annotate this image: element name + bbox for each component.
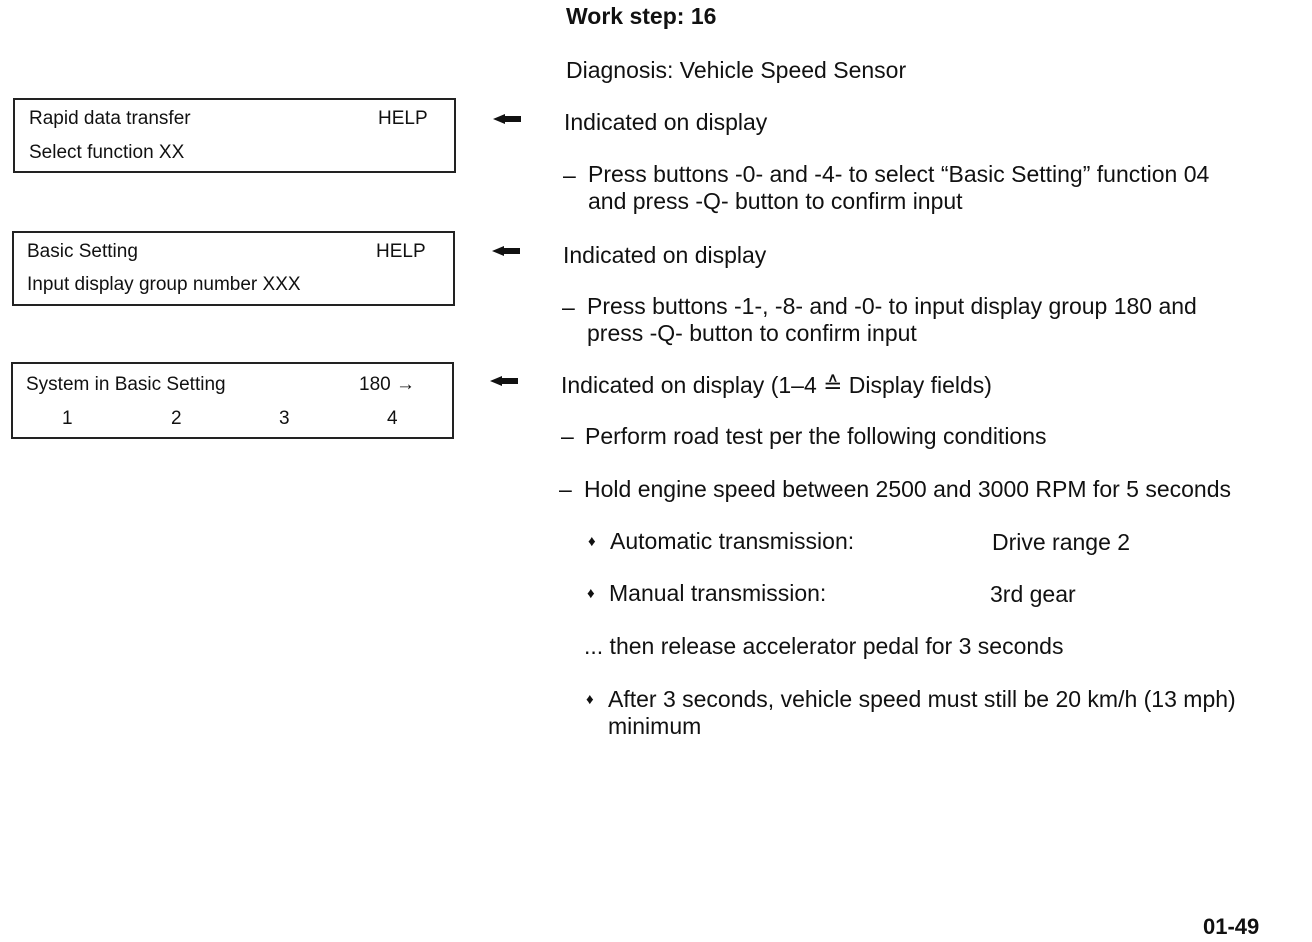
display-line-1: Rapid data transfer: [29, 108, 191, 129]
diamond-bullet-icon: ♦: [587, 585, 595, 602]
instruction-select-function: [588, 161, 1209, 215]
display-box-rapid-data-transfer: [13, 98, 456, 173]
dash-bullet: –: [563, 162, 576, 188]
display-group-number: 180 →: [359, 374, 415, 395]
condition-line: minimum: [608, 713, 702, 739]
pointing-arrow-icon: [490, 376, 518, 386]
diagnosis-title: Diagnosis: Vehicle Speed Sensor: [566, 57, 907, 83]
indicated-on-display-2: Indicated on display: [563, 242, 767, 268]
page-number: 01-49: [1203, 914, 1260, 939]
display-line-2: Select function XX: [29, 142, 185, 163]
road-test-instruction: Perform road test per the following conditions: [585, 423, 1047, 449]
dash-bullet: –: [559, 476, 572, 502]
display-box-basic-setting: [12, 231, 455, 306]
instruction-line: and press -Q- button to confirm input: [588, 188, 963, 214]
pointing-arrow-icon: [492, 246, 520, 256]
instruction-line: Press buttons -1-, -8- and -0- to input display group 180 and: [587, 293, 1197, 319]
release-pedal-instruction: ... then release accelerator pedal for 3 seconds: [584, 633, 1064, 659]
display-field-1: 1: [62, 408, 73, 429]
manual-transmission-value: 3rd gear: [990, 581, 1076, 607]
manual-transmission-label: Manual transmission:: [609, 580, 827, 606]
display-field-2: 2: [171, 408, 182, 429]
condition-line: After 3 seconds, vehicle speed must still be 20 km/h (13 mph): [608, 686, 1236, 712]
display-box-system-in-basic-setting: [11, 362, 454, 439]
diamond-bullet-icon: ♦: [586, 691, 594, 708]
display-field-3: 3: [279, 408, 290, 429]
automatic-transmission-label: Automatic transmission:: [610, 528, 855, 554]
hold-rpm-instruction: Hold engine speed between 2500 and 3000 RPM for 5 seconds: [584, 476, 1232, 502]
indicated-on-display-1: Indicated on display: [564, 109, 768, 135]
dash-bullet: –: [562, 294, 575, 320]
diamond-bullet-icon: ♦: [588, 533, 596, 550]
indicated-on-display-3: Indicated on display (1–4 ≙ Display fields): [561, 372, 992, 398]
automatic-transmission-value: Drive range 2: [992, 529, 1131, 555]
minimum-speed-condition: [608, 686, 1236, 740]
pointing-arrow-icon: [493, 114, 521, 124]
display-help-label: HELP: [376, 241, 426, 262]
display-field-4: 4: [387, 408, 398, 429]
work-step-title: Work step: 16: [566, 3, 717, 29]
display-line-2: Input display group number XXX: [27, 274, 301, 295]
display-help-label: HELP: [378, 108, 428, 129]
display-line-1: System in Basic Setting: [26, 374, 226, 395]
display-line-1: Basic Setting: [27, 241, 138, 262]
instruction-input-group: [587, 293, 1197, 347]
instruction-line: Press buttons -0- and -4- to select “Basic Setting” function 04: [588, 161, 1210, 187]
instruction-line: press -Q- button to confirm input: [587, 320, 917, 346]
dash-bullet: –: [561, 423, 574, 449]
